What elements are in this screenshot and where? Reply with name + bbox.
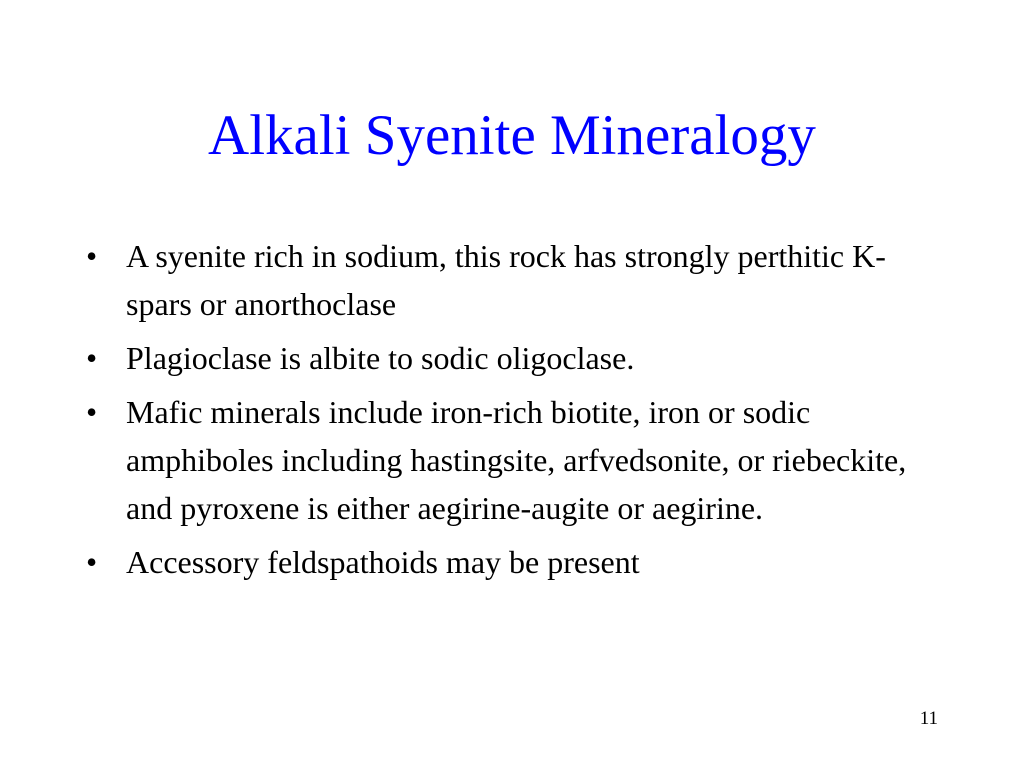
bullet-item <box>86 538 936 586</box>
bullet-item <box>86 388 936 532</box>
slide-number: 11 <box>919 708 938 729</box>
bullet-list <box>86 232 936 592</box>
bullet-item <box>86 334 936 382</box>
bullet-text: A syenite rich in sodium, this rock has strongly perthitic K-spars or anorthoclase <box>126 238 886 322</box>
bullet-text: Mafic minerals include iron-rich biotite, iron or sodic amphiboles including hastingsite, arfvedsonite, or riebeckite, and pyroxene is either aegirine-augite or aegirine. <box>126 394 907 526</box>
bullet-icon: • <box>86 394 98 430</box>
bullet-icon: • <box>86 544 98 580</box>
slide-title: Alkali Syenite Mineralogy <box>208 104 816 167</box>
bullet-icon: • <box>86 340 98 376</box>
bullet-icon: • <box>86 238 98 274</box>
bullet-text: Plagioclase is albite to sodic oligoclase. <box>126 340 635 376</box>
bullet-text: Accessory feldspathoids may be present <box>126 544 640 580</box>
bullet-item <box>86 232 936 328</box>
